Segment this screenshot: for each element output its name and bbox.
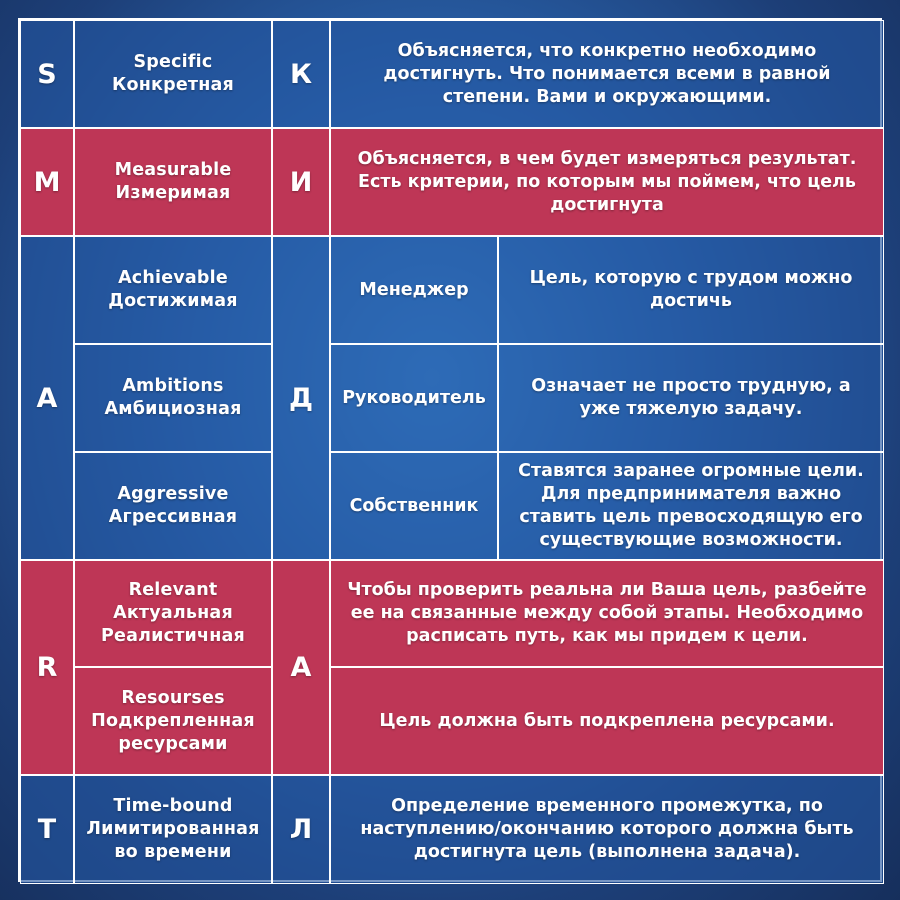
name-line: Relevant (128, 580, 218, 600)
letter-m-cell: M (20, 128, 74, 236)
measurable-name-cell (74, 128, 272, 236)
name-line: Подкрепленная (91, 710, 255, 731)
description-line: Объясняется, что конкретно необходимо (397, 40, 817, 61)
ambitions-description-cell (498, 344, 884, 452)
name-line: ресурсами (118, 733, 228, 754)
aggressive-description-cell (498, 452, 884, 560)
time-bound-description-cell (330, 775, 884, 884)
role-leader-cell: Руководитель (330, 344, 498, 452)
name-line: Resourses (121, 687, 225, 708)
letter-k-cell: К (272, 20, 330, 128)
relevant-name-cell (74, 560, 272, 667)
description-line: достигнута (550, 194, 664, 215)
description-line: Определение временного промежутка, по (391, 796, 823, 816)
letter-i-cell: И (272, 128, 330, 236)
measurable-description-cell (330, 128, 884, 236)
relevant-description-cell (330, 560, 884, 667)
name-line: Конкретная (112, 75, 234, 95)
description-line: Цель, которую с трудом можно (529, 268, 853, 288)
name-line: Реалистичная (101, 626, 245, 646)
name-line: Измеримая (115, 183, 231, 203)
resources-description-cell (330, 667, 884, 775)
smart-table (18, 18, 882, 882)
description-line: Чтобы проверить реальна ли Ваша цель, разбейте (347, 580, 867, 600)
description-line: степени. Вами и окружающими. (442, 86, 772, 107)
role-owner-cell: Собственник (330, 452, 498, 560)
letter-l-cell: Л (272, 775, 330, 884)
name-line: Агрессивная (108, 507, 238, 527)
letter-s-cell: S (20, 20, 74, 128)
resources-name-cell (74, 667, 272, 775)
letter-a-cell: A (20, 236, 74, 560)
name-line: Амбициозная (104, 399, 242, 419)
description-line: наступлению/окончанию которого должна быть (360, 819, 854, 839)
name-line: во времени (114, 842, 232, 862)
description-line: расписать путь, как мы придем к цели. (406, 626, 808, 646)
letter-t-cell: T (20, 775, 74, 884)
letter-r-cell: R (20, 560, 74, 775)
letter-d-cell: Д (272, 236, 330, 560)
specific-description-cell (330, 20, 884, 128)
name-line: Specific (133, 52, 213, 72)
aggressive-name-cell (74, 452, 272, 560)
name-line: Достижимая (108, 291, 238, 311)
ambitions-name-cell (74, 344, 272, 452)
description-line: Объясняется, в чем будет измеряться результат. (357, 148, 857, 169)
description-line: ее на связанные между собой этапы. Необходимо (350, 603, 864, 623)
description-line: достигнута цель (выполнена задача). (413, 842, 801, 862)
name-line: Ambitions (122, 376, 224, 396)
role-manager-cell: Менеджер (330, 236, 498, 344)
name-line: Актуальная (113, 603, 233, 623)
description-line: достичь (649, 291, 732, 311)
time-bound-name-cell (74, 775, 272, 884)
letter-a-ru-cell: А (272, 560, 330, 775)
description-line: Цель должна быть подкреплена ресурсами. (379, 710, 835, 731)
achievable-description-cell (498, 236, 884, 344)
name-line: Лимитированная (86, 819, 260, 839)
description-line: уже тяжелую задачу. (579, 399, 803, 419)
name-line: Time-bound (113, 796, 233, 816)
name-line: Measurable (114, 160, 232, 180)
description-line: Означает не просто трудную, а (531, 376, 851, 396)
description-line: ставить цель превосходящую его (519, 507, 863, 527)
description-line: Есть критерии, по которым мы поймем, что цель (358, 171, 856, 192)
description-line: Ставятся заранее огромные цели. (518, 461, 864, 481)
name-line: Aggressive (117, 484, 229, 504)
description-line: существующие возможности. (539, 530, 843, 550)
description-line: достигнуть. Что понимается всеми в равной (383, 63, 831, 84)
achievable-name-cell (74, 236, 272, 344)
specific-name-cell (74, 20, 272, 128)
name-line: Achievable (118, 268, 228, 288)
description-line: Для предпринимателя важно (540, 484, 842, 504)
